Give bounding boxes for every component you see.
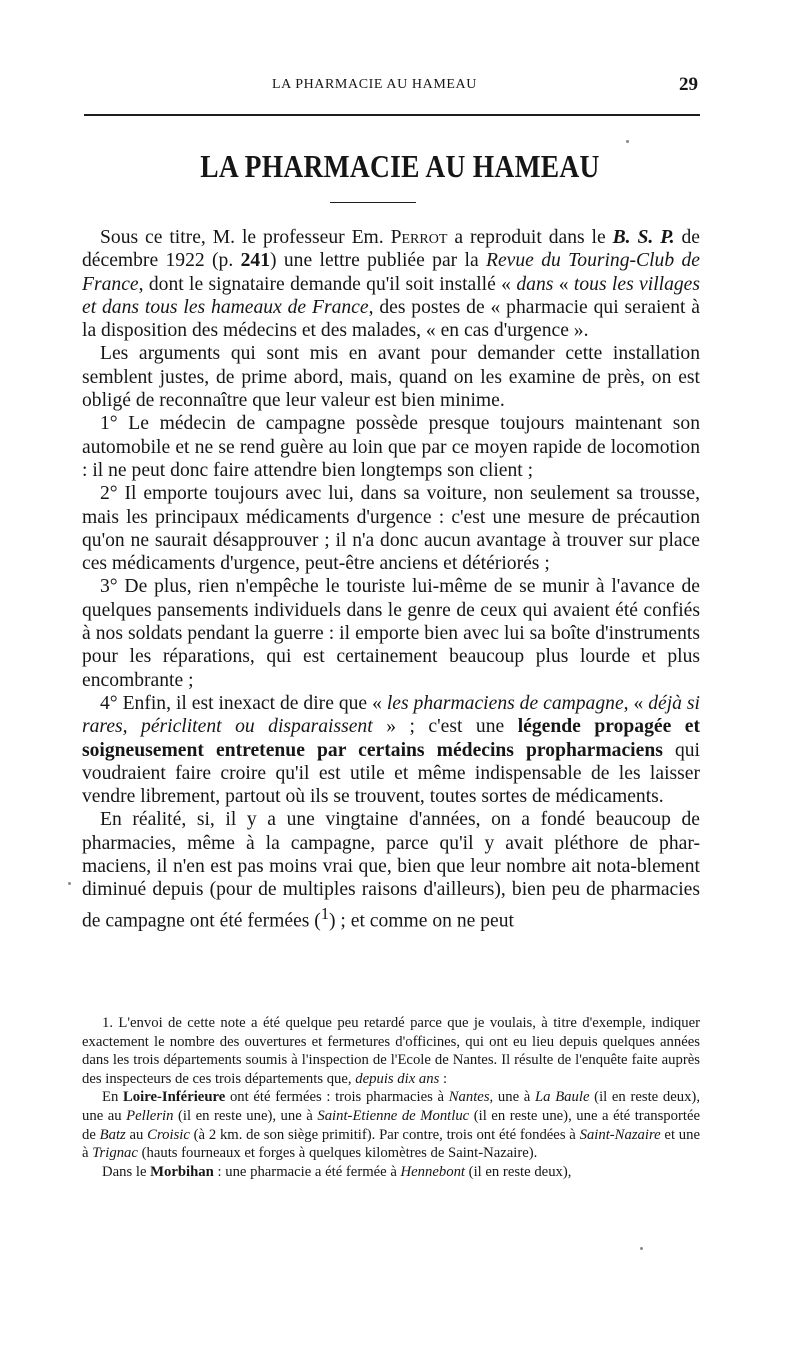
- paragraph-point-1: 1° Le médecin de campagne possède presque toujours maintenant son automobile et ne se rend guère au loin que par ce moyen rapide de locomotion : il ne peut donc faire attendre bien longtemps son client ;: [82, 413, 700, 481]
- footnotes: [82, 1014, 700, 1181]
- footnote-morbihan: Dans le Morbihan : une pharmacie a été fermée à Hennebont (il en reste deux),: [102, 1163, 572, 1180]
- running-header: [84, 76, 698, 102]
- print-speck: [626, 140, 629, 143]
- quoted-text: tous les villages et dans tous les hameaux de France: [82, 273, 701, 318]
- print-speck: [68, 882, 71, 885]
- emphasized-legend: légende propagée et soigneusement entretenue par certains médecins propharmaciens: [82, 716, 700, 761]
- paragraph-point-2: 2° Il emporte toujours avec lui, dans sa voiture, non seulement sa trousse, mais les principaux médicaments d'urgence : c'est une mesure de précaution qu'on ne saurait désapprouver ; il n'a donc aucun avantage à trouver sur place ces médicaments d'urgence, peut-être anciens et détériorés ;: [82, 483, 700, 575]
- title-rule: [330, 202, 416, 203]
- paragraph-point-3: 3° De plus, rien n'empêche le touriste lui-même de se munir à l'avance de quelques pansements individuels dans le genre de ceux qui avaient été confiés à nos soldats pendant la guerre : il emporte bien avec lui sa boîte d'instruments pour les réparations, qui est certainement beaucoup plus lourde et plus encombrante ;: [82, 576, 700, 691]
- footnote-loire-inferieure: En Loire-Inférieure ont été fermées : trois pharmacies à Nantes, une à La Baule (il en reste deux), une au Pellerin (il en reste une), une à Saint-Etienne de Montluc (il en reste une), une a été transportée de Batz au Croisic (à 2 km. de son siège primitif). Par contre, trois ont été fondées à Saint-Nazaire et une à Trignac (hauts fourneaux et forges à quelques kilomètres de Saint-Nazaire).: [82, 1089, 700, 1162]
- article-body: [82, 226, 700, 932]
- journal-title: Revue du Touring-Club de France: [82, 250, 700, 295]
- page-number: 29: [679, 74, 698, 95]
- article-title: LA PHARMACIE AU HAMEAU: [200, 148, 600, 184]
- paragraph-point-4: 4° Enfin, il est inexact de dire que « les pharmaciens de campagne, « déjà si rares, périclitent ou disparaissent » ; c'est une légende propagée et soigneusement entretenue par certains médecins propharmaciens qui voudraient faire croire qu'il est utile et même indispensable de les laisser vendre librement, partout où ils se trouvent, toutes sortes de médicaments.: [82, 692, 700, 808]
- footnote-reference: 1: [320, 903, 329, 923]
- paragraph-intro: Sous ce titre, M. le professeur Em. Perrot a reproduit dans le B. S. P. de décembre 1922 (p. 241) une lettre publiée par la Revue du Touring-Club de France, dont le signataire demande qu'il soit installé « dans « tous les villages et dans tous les hameaux de France, des postes de « pharmacie qui seraient à la disposition des médecins et des malades, « en cas d'urgence ».: [82, 227, 701, 342]
- print-speck: [640, 1247, 643, 1250]
- paragraph-reality: En réalité, si, il y a une vingtaine d'années, on a fondé beaucoup de pharmacies, même à la campagne, parce qu'il y avait pléthore de phar-maciens, il n'en est pas moins vrai que, bien que leur nombre ait nota-blement diminué depuis (pour de multiples raisons d'ailleurs), bien peu de pharmacies de campagne ont été fermées ($^1$) ; et comme on ne peut: [82, 809, 700, 932]
- footnote-1: 1. L'envoi de cette note a été quelque peu retardé parce que je voulais, à titre d'exemple, indiquer exactement le nombre des ouvertures et fermetures d'officines, qui ont eu lieu depuis quelques années dans les trois départements soumis à l'inspection de l'Ecole de Nantes. Il résulte de l'enquête faite auprès des inspecteurs de ces trois départements que, depuis dix ans :: [82, 1015, 700, 1087]
- header-rule: [84, 114, 700, 116]
- journal-abbrev: B. S. P.: [612, 227, 675, 248]
- paragraph-arguments: Les arguments qui sont mis en avant pour demander cette installation semblent justes, de prime abord, mais, quand on les examine de près, on est obligé de reconnaître que leur valeur est bien minime.: [82, 343, 700, 412]
- author-name: Perrot: [390, 227, 448, 248]
- running-title: LA PHARMACIE AU HAMEAU: [272, 77, 477, 92]
